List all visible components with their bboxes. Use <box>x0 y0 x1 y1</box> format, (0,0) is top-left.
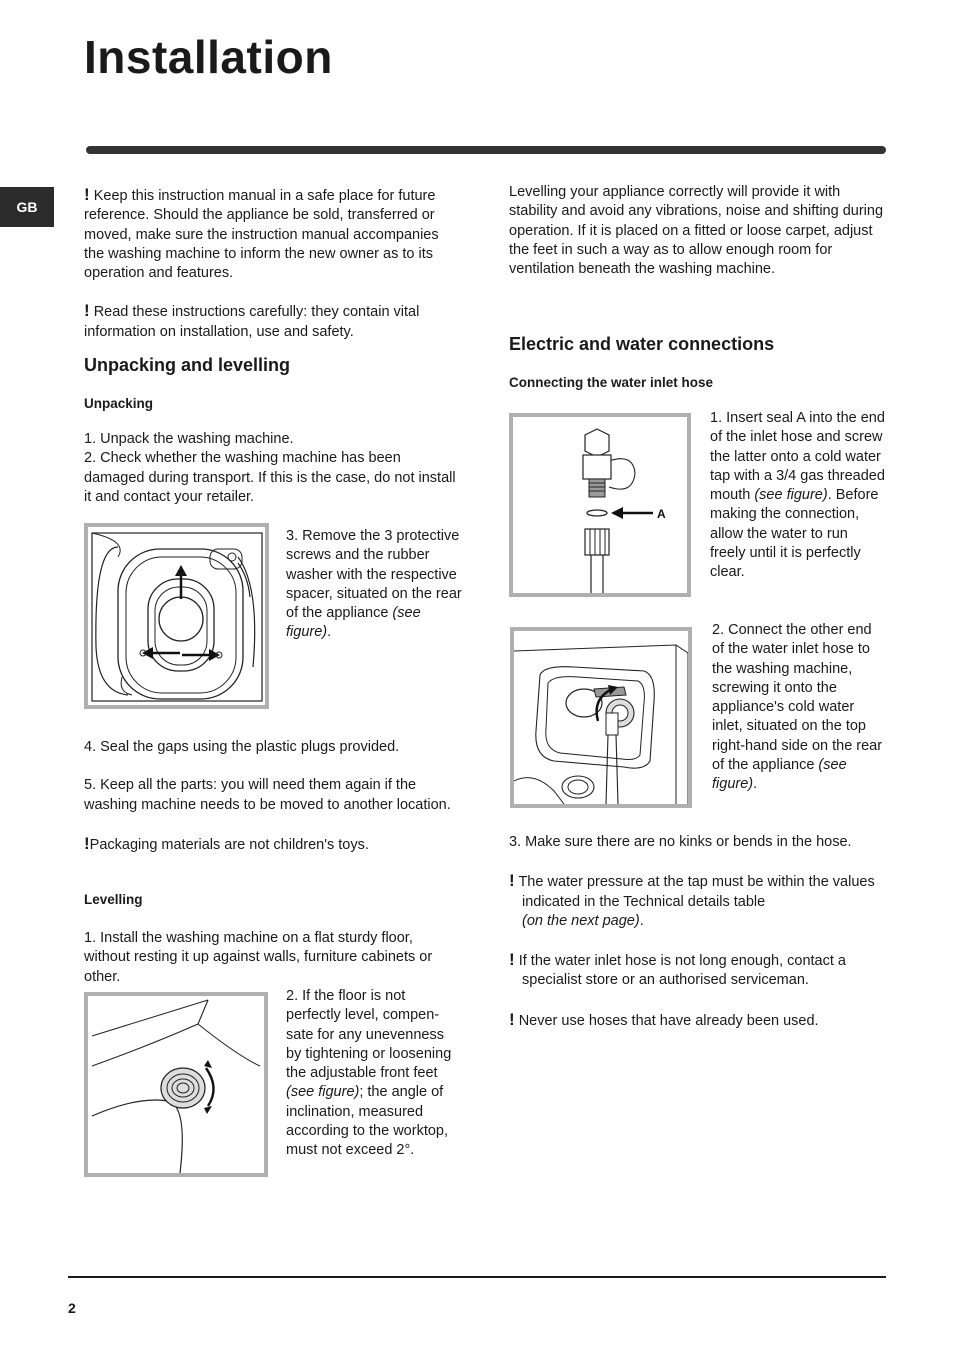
tap-seal-illustration <box>513 417 687 593</box>
unpacking-steps-continued <box>84 738 462 855</box>
connection-step-3: 3. Make sure there are no kinks or bends in the hose. <box>509 834 852 850</box>
title-divider <box>86 146 886 154</box>
figure-tap-seal <box>509 413 691 597</box>
levelling-intro: Levelling your appliance correctly will provide it with stability and avoid any vibrations, noise and shifting during operation. If it is placed on a fitted or loose carpet, adjust the feet in such a way as to allow enough room for ventilation beneath the washing machine. <box>509 184 884 278</box>
subsection-title-levelling: Levelling <box>84 892 143 907</box>
exclamation-icon: ! <box>84 833 90 853</box>
connection-step-1: 1. Insert seal A into the end of the inlet hose and screw the latter onto a cold water tap with a 3/4 gas threaded mouth (see figure). Before making the connection, allow the water to run freely until it is perfectly clear. <box>710 410 885 581</box>
connection-step-2: 2. Connect the other end of the water inlet hose to the washing machine, screwing it onto the appliance's cold water inlet, situated on the top right-hand side on the rear of the appliance (see figure). <box>712 622 883 793</box>
step-5: 5. Keep all the parts: you will need them again if the washing machine needs to be moved to another location. <box>84 777 451 813</box>
levelling-step-2: 2. If the floor is not perfectly level, compen- sate for any unevenness by tightening or loosening the adjustable front feet (see figure); the angle of inclination, measured according to the worktop, must not exceed 2°. <box>286 988 452 1159</box>
warning-note-3: !Packaging materials are not children's toys. <box>84 833 369 853</box>
page-title: Installation <box>84 31 333 83</box>
washing-machine-rear-illustration <box>88 527 265 705</box>
step-3: 3. Remove the 3 protective screws and the rubber washer with the respective spacer, situated on the rear of the appliance (see figure). <box>286 528 462 641</box>
section-title-electric-water: Electric and water connections <box>509 334 775 354</box>
warning-note-hose-length: ! If the water inlet hose is not long enough, contact a specialist store or an authorised serviceman. <box>509 950 846 989</box>
footer-divider <box>68 1276 886 1278</box>
step-4: 4. Seal the gaps using the plastic plugs provided. <box>84 739 400 755</box>
left-column-intro <box>84 185 462 342</box>
unpacking-steps <box>84 430 462 507</box>
subsection-title-water-inlet: Connecting the water inlet hose <box>509 375 714 390</box>
warning-note-2: ! Read these instructions carefully: they contain vital information on installation, use and safety. <box>84 301 420 340</box>
exclamation-icon: ! <box>509 871 515 891</box>
exclamation-icon: ! <box>84 301 90 321</box>
page-number: 2 <box>68 1300 76 1316</box>
adjustable-foot-illustration <box>88 996 264 1173</box>
label-a: A <box>657 507 666 521</box>
section-title-unpacking-levelling: Unpacking and levelling <box>84 355 291 375</box>
figure-adjustable-foot <box>84 992 268 1177</box>
exclamation-icon: ! <box>84 185 90 204</box>
connection-notes <box>509 833 885 1031</box>
warning-note-1: ! Keep this instruction manual in a safe place for future reference. Should the appliance be sold, transferred or moved, make sure the instruction manual accompanies the washing machine to inform the new owner as to its operation and features. <box>84 185 439 282</box>
figure-rear-screws <box>84 523 269 709</box>
step-1: 1. Unpack the washing machine. <box>84 431 294 447</box>
warning-note-used-hoses: ! Never use hoses that have already been used. <box>509 1009 819 1029</box>
exclamation-icon: ! <box>509 950 515 970</box>
language-tab: GB <box>0 187 54 227</box>
step-2: 2. Check whether the washing machine has been damaged during transport. If this is the case, do not install it and contact your retailer. <box>84 450 456 505</box>
subsection-title-unpacking: Unpacking <box>84 396 154 411</box>
machine-inlet-illustration <box>514 631 688 804</box>
warning-note-pressure: ! The water pressure at the tap must be within the values indicated in the Technical details table (on the next page). <box>509 871 875 929</box>
levelling-step-1: 1. Install the washing machine on a flat sturdy floor, without resting it up against walls, furniture cabinets or other. <box>84 930 433 985</box>
exclamation-icon: ! <box>509 1009 515 1029</box>
figure-machine-inlet <box>510 627 692 808</box>
